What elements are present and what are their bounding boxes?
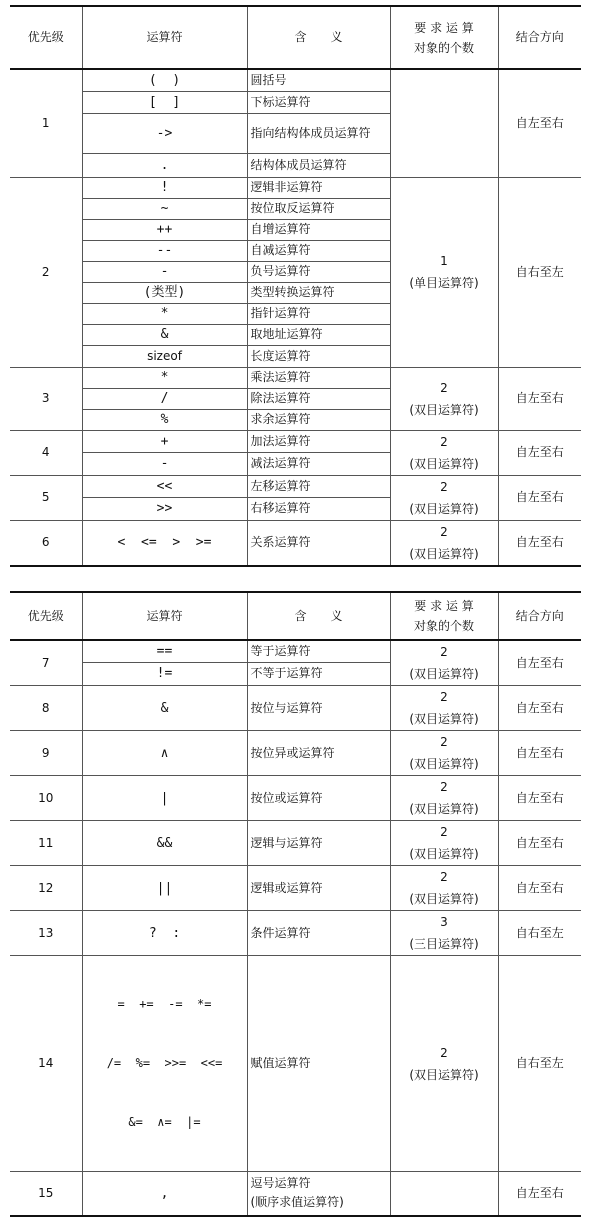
operator-cell: | bbox=[82, 776, 247, 821]
meaning-cell: 按位异或运算符 bbox=[247, 731, 390, 776]
operand-count-cell bbox=[390, 520, 498, 566]
meaning-cell: 自增运算符 bbox=[247, 219, 390, 240]
operand-count-number: 2 bbox=[440, 434, 448, 449]
operator-cell: ? : bbox=[82, 911, 247, 956]
direction-cell: 自左至右 bbox=[498, 520, 581, 566]
level-cell: 5 bbox=[10, 475, 82, 520]
operand-count-number: 2 bbox=[440, 690, 448, 704]
table-header-row bbox=[10, 6, 581, 69]
meaning-cell: 按位取反运算符 bbox=[247, 198, 390, 219]
level-cell: 1 bbox=[10, 69, 82, 177]
operator-cell: ++ bbox=[82, 219, 247, 240]
meaning-cell: 左移运算符 bbox=[247, 475, 390, 498]
table-row bbox=[10, 69, 581, 91]
table-row bbox=[10, 475, 581, 498]
header-direction: 结合方向 bbox=[498, 592, 581, 640]
table-header-row bbox=[10, 592, 581, 640]
direction-cell: 自左至右 bbox=[498, 367, 581, 430]
header-operator: 运算符 bbox=[82, 6, 247, 69]
operator-cell: != bbox=[82, 662, 247, 685]
operator-cell: && bbox=[82, 821, 247, 866]
operator-cell: % bbox=[82, 409, 247, 430]
meaning-cell: 圆括号 bbox=[247, 69, 390, 91]
operator-cell: < <= > >= bbox=[82, 520, 247, 566]
operand-count-type: (双目运算符) bbox=[409, 802, 479, 816]
table-row bbox=[10, 776, 581, 821]
operator-cell: ! bbox=[82, 177, 247, 198]
level-cell: 4 bbox=[10, 430, 82, 475]
level-cell: 14 bbox=[10, 956, 82, 1172]
operator-cell: & bbox=[82, 324, 247, 345]
operator-cell: [ ] bbox=[82, 91, 247, 113]
table-row bbox=[10, 367, 581, 388]
level-cell: 7 bbox=[10, 640, 82, 686]
operator-cell: -> bbox=[82, 113, 247, 153]
operand-count-cell bbox=[390, 367, 498, 430]
level-cell: 11 bbox=[10, 821, 82, 866]
meaning-cell: 自减运算符 bbox=[247, 240, 390, 261]
table-row bbox=[10, 430, 581, 453]
operator-cell: >> bbox=[82, 498, 247, 521]
operand-count-cell bbox=[390, 821, 498, 866]
meaning-cell: 逻辑或运算符 bbox=[247, 866, 390, 911]
table-row bbox=[10, 177, 581, 198]
header-operand-count bbox=[390, 592, 498, 640]
operand-count-cell bbox=[390, 686, 498, 731]
operator-cell: , bbox=[82, 1172, 247, 1216]
header-direction: 结合方向 bbox=[498, 6, 581, 69]
meaning-cell: 逻辑与运算符 bbox=[247, 821, 390, 866]
direction-cell: 自右至左 bbox=[498, 177, 581, 367]
direction-cell: 自左至右 bbox=[498, 866, 581, 911]
direction-cell: 自右至左 bbox=[498, 911, 581, 956]
header-operand-count-line1: 要 求 运 算 bbox=[414, 20, 474, 35]
operator-cell: - bbox=[82, 261, 247, 282]
meaning-cell: 减法运算符 bbox=[247, 453, 390, 476]
operator-cell: (类型) bbox=[82, 282, 247, 303]
direction-cell: 自左至右 bbox=[498, 430, 581, 475]
operand-count-cell bbox=[390, 475, 498, 520]
operand-count-type: (三目运算符) bbox=[409, 937, 479, 951]
operand-count-type: (双目运算符) bbox=[409, 456, 479, 471]
direction-cell: 自左至右 bbox=[498, 821, 581, 866]
meaning-cell: 等于运算符 bbox=[247, 640, 390, 662]
operand-count-number: 2 bbox=[440, 825, 448, 839]
operand-count-cell bbox=[390, 177, 498, 367]
meaning-cell: 按位与运算符 bbox=[247, 686, 390, 731]
operator-cell bbox=[82, 956, 247, 1172]
direction-cell: 自右至左 bbox=[498, 956, 581, 1172]
header-meaning: 含 义 bbox=[247, 592, 390, 640]
meaning-cell: 类型转换运算符 bbox=[247, 282, 390, 303]
operator-cell: & bbox=[82, 686, 247, 731]
operator-cell: || bbox=[82, 866, 247, 911]
direction-cell: 自左至右 bbox=[498, 686, 581, 731]
meaning-cell: 结构体成员运算符 bbox=[247, 153, 390, 177]
operand-count-type: (双目运算符) bbox=[409, 892, 479, 906]
operand-count-type: (双目运算符) bbox=[409, 847, 479, 861]
operand-count-cell bbox=[390, 430, 498, 475]
header-operator: 运算符 bbox=[82, 592, 247, 640]
header-meaning: 含 义 bbox=[247, 6, 390, 69]
operand-count-number: 1 bbox=[440, 254, 448, 268]
level-cell: 15 bbox=[10, 1172, 82, 1216]
operand-count-cell bbox=[390, 866, 498, 911]
operand-count-cell bbox=[390, 776, 498, 821]
operator-cell: - bbox=[82, 453, 247, 476]
header-level: 优先级 bbox=[10, 592, 82, 640]
level-cell: 6 bbox=[10, 520, 82, 566]
meaning-cell: 关系运算符 bbox=[247, 520, 390, 566]
operand-count-type: (双目运算符) bbox=[409, 501, 479, 516]
table-row bbox=[10, 640, 581, 662]
meaning-cell: 逻辑非运算符 bbox=[247, 177, 390, 198]
meaning-cell bbox=[247, 1172, 390, 1216]
header-operand-count-line2: 对象的个数 bbox=[413, 40, 474, 55]
operator-cell: . bbox=[82, 153, 247, 177]
meaning-cell: 赋值运算符 bbox=[247, 956, 390, 1172]
operand-count-type: (双目运算符) bbox=[409, 546, 479, 561]
header-operand-count-line2: 对象的个数 bbox=[413, 619, 474, 633]
level-cell: 8 bbox=[10, 686, 82, 731]
operator-cell: << bbox=[82, 475, 247, 498]
meaning-cell: 条件运算符 bbox=[247, 911, 390, 956]
meaning-cell: 乘法运算符 bbox=[247, 367, 390, 388]
meaning-cell: 指针运算符 bbox=[247, 303, 390, 324]
precedence-table-part1 bbox=[10, 5, 581, 567]
operator-cell: == bbox=[82, 640, 247, 662]
operator-cell: * bbox=[82, 303, 247, 324]
meaning-cell: 加法运算符 bbox=[247, 430, 390, 453]
table-row bbox=[10, 821, 581, 866]
table-row bbox=[10, 520, 581, 566]
table-row bbox=[10, 866, 581, 911]
operand-count-type: (双目运算符) bbox=[409, 757, 479, 771]
operator-cell: ~ bbox=[82, 198, 247, 219]
operator-cell: * bbox=[82, 367, 247, 388]
meaning-cell: 负号运算符 bbox=[247, 261, 390, 282]
meaning-cell: 取地址运算符 bbox=[247, 324, 390, 345]
operand-count-type: (双目运算符) bbox=[409, 667, 479, 681]
direction-cell: 自左至右 bbox=[498, 475, 581, 520]
table-row bbox=[10, 1172, 581, 1216]
operand-count-number: 2 bbox=[440, 735, 448, 749]
operand-count-number: 3 bbox=[440, 915, 448, 929]
operand-count-cell bbox=[390, 911, 498, 956]
direction-cell: 自左至右 bbox=[498, 640, 581, 686]
operand-count-type: (双目运算符) bbox=[409, 712, 479, 726]
table-row bbox=[10, 731, 581, 776]
operand-count-cell bbox=[390, 731, 498, 776]
level-cell: 3 bbox=[10, 367, 82, 430]
operand-count-number: 2 bbox=[440, 780, 448, 794]
meaning-line1: 逗号运算符 bbox=[250, 1176, 311, 1191]
meaning-cell: 指向结构体成员运算符 bbox=[247, 113, 390, 153]
direction-cell: 自左至右 bbox=[498, 776, 581, 821]
header-level: 优先级 bbox=[10, 6, 82, 69]
operator-cell: ( ) bbox=[82, 69, 247, 91]
operand-count-number: 2 bbox=[440, 645, 448, 659]
operand-count-cell bbox=[390, 69, 498, 177]
meaning-cell: 下标运算符 bbox=[247, 91, 390, 113]
assign-operators-line3: &= ∧= |= bbox=[128, 1115, 201, 1129]
level-cell: 10 bbox=[10, 776, 82, 821]
operand-count-number: 2 bbox=[440, 1045, 448, 1060]
operand-count-cell bbox=[390, 640, 498, 686]
meaning-cell: 求余运算符 bbox=[247, 409, 390, 430]
assign-operators-line2: /= %= >>= <<= bbox=[106, 1056, 223, 1070]
operator-cell: sizeof bbox=[82, 345, 247, 367]
meaning-cell: 不等于运算符 bbox=[247, 662, 390, 685]
table-row bbox=[10, 686, 581, 731]
operand-count-type: (双目运算符) bbox=[409, 1067, 479, 1082]
precedence-table-part2 bbox=[10, 591, 581, 1217]
operand-count-number: 2 bbox=[440, 380, 448, 395]
operator-cell: / bbox=[82, 388, 247, 409]
operand-count-number: 2 bbox=[440, 524, 448, 539]
direction-cell: 自左至右 bbox=[498, 1172, 581, 1216]
operator-cell: -- bbox=[82, 240, 247, 261]
operator-cell: + bbox=[82, 430, 247, 453]
operand-count-number: 2 bbox=[440, 479, 448, 494]
level-cell: 9 bbox=[10, 731, 82, 776]
operand-count-cell bbox=[390, 956, 498, 1172]
operand-count-cell bbox=[390, 1172, 498, 1216]
operator-cell: ∧ bbox=[82, 731, 247, 776]
operand-count-type: (双目运算符) bbox=[409, 402, 479, 417]
level-cell: 2 bbox=[10, 177, 82, 367]
header-operand-count bbox=[390, 6, 498, 69]
direction-cell: 自左至右 bbox=[498, 69, 581, 177]
meaning-cell: 按位或运算符 bbox=[247, 776, 390, 821]
table-row bbox=[10, 911, 581, 956]
table-row bbox=[10, 956, 581, 1172]
meaning-cell: 除法运算符 bbox=[247, 388, 390, 409]
level-cell: 12 bbox=[10, 866, 82, 911]
level-cell: 13 bbox=[10, 911, 82, 956]
operand-count-type: (单目运算符) bbox=[409, 276, 479, 290]
meaning-cell: 长度运算符 bbox=[247, 345, 390, 367]
header-operand-count-line1: 要 求 运 算 bbox=[414, 599, 474, 613]
meaning-line2: (顺序求值运算符) bbox=[250, 1195, 344, 1210]
meaning-cell: 右移运算符 bbox=[247, 498, 390, 521]
operand-count-number: 2 bbox=[440, 870, 448, 884]
direction-cell: 自左至右 bbox=[498, 731, 581, 776]
assign-operators-line1: = += -= *= bbox=[117, 997, 212, 1011]
